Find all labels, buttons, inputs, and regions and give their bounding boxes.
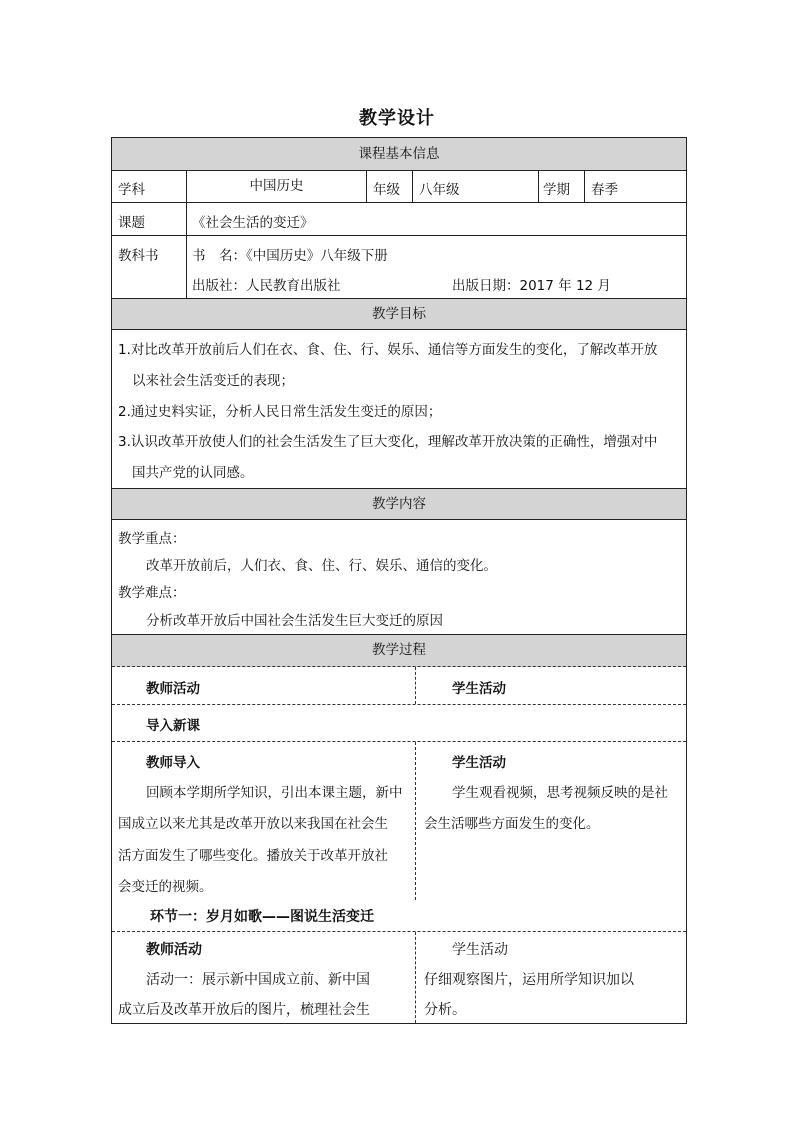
intro-teacher-line: 回顾本学期所学知识，引出本课主题，新中 <box>146 785 403 801</box>
student-activity-column: 学生活动 <box>452 681 506 697</box>
s1-student-label: 学生活动 <box>452 942 508 958</box>
s1-student-line: 分析。 <box>424 1002 466 1018</box>
key-point-text: 改革开放前后，人们衣、食、住、行、娱乐、通信的变化。 <box>146 558 497 574</box>
subject-value: 中国历史 <box>187 171 367 202</box>
section1-body-row <box>112 932 686 1023</box>
term-value: 春季 <box>591 182 618 198</box>
key-point-label: 教学重点： <box>118 531 186 547</box>
intro-teacher-line: 活方面发生了哪些变化。播放关于改革开放社 <box>118 848 388 864</box>
intro-student-label: 学生活动 <box>452 755 506 771</box>
topic-row <box>112 203 686 236</box>
difficult-point-text: 分析改革开放后中国社会生活发生巨大变迁的原因 <box>146 613 443 629</box>
intro-teacher-line: 会变迁的视频。 <box>118 879 213 895</box>
grade-label: 年级 <box>373 182 400 198</box>
book-name: 书 名：《中国历史》八年级下册 <box>192 248 388 264</box>
intro-student-line: 学生观看视频，思考视频反映的是社 <box>452 785 668 801</box>
page-title: 教学设计 <box>359 108 435 129</box>
section1-heading: 环节一：岁月如歌——图说生活变迁 <box>150 909 374 925</box>
difficult-point-label: 教学难点： <box>118 585 186 601</box>
intro-teacher-line: 国成立以来尤其是改革开放以来我国在社会生 <box>118 816 388 832</box>
process-columns-row <box>112 667 686 705</box>
content-body <box>112 520 686 635</box>
topic-value: 《社会生活的变迁》 <box>192 215 314 231</box>
objective-2: 2.通过史料实证，分析人民日常生活发生变迁的原因； <box>118 404 442 420</box>
intro-teacher-label: 教师导入 <box>146 755 200 771</box>
intro-student-line: 会生活哪些方面发生的变化。 <box>424 816 600 832</box>
topic-label: 课题 <box>118 215 145 231</box>
grade-value: 八年级 <box>419 182 460 198</box>
subject-row <box>112 171 686 203</box>
objectives-body <box>112 330 686 489</box>
teacher-activity-column: 教师活动 <box>146 681 200 697</box>
objective-1a: 1.对比改革开放前后人们在衣、食、住、行、娱乐、通信等方面发生的变化，了解改革开放 <box>118 342 658 358</box>
publisher: 出版社：人民教育出版社 <box>192 278 341 294</box>
s1-student-line: 仔细观察图片，运用所学知识加以 <box>424 972 634 988</box>
subject-label: 学科 <box>118 182 145 198</box>
intro-heading-row <box>112 705 686 742</box>
intro-body-row <box>112 742 686 900</box>
process-header: 教学过程 <box>112 635 686 667</box>
term-label: 学期 <box>543 182 570 198</box>
objectives-header: 教学目标 <box>112 299 686 330</box>
textbook-label: 教科书 <box>118 248 159 264</box>
objective-3b: 国共产党的认同感。 <box>132 465 254 481</box>
intro-heading: 导入新课 <box>146 718 200 734</box>
section1-heading-row <box>112 900 686 932</box>
objective-1b: 以来社会生活变迁的表现； <box>132 373 294 389</box>
content-header: 教学内容 <box>112 489 686 520</box>
s1-teacher-label: 教师活动 <box>146 942 202 958</box>
lesson-plan-table <box>111 137 687 1024</box>
s1-teacher-line: 活动一：展示新中国成立前、新中国 <box>146 972 370 988</box>
basic-info-header: 课程基本信息 <box>112 138 686 171</box>
publish-date: 出版日期：2017 年 12 月 <box>452 278 611 294</box>
s1-teacher-line: 成立后及改革开放后的图片，梳理社会生 <box>118 1002 370 1018</box>
textbook-row <box>112 236 686 299</box>
objective-3a: 3.认识改革开放使人们的社会生活发生了巨大变化，理解改革开放决策的正确性，增强对中 <box>118 434 658 450</box>
